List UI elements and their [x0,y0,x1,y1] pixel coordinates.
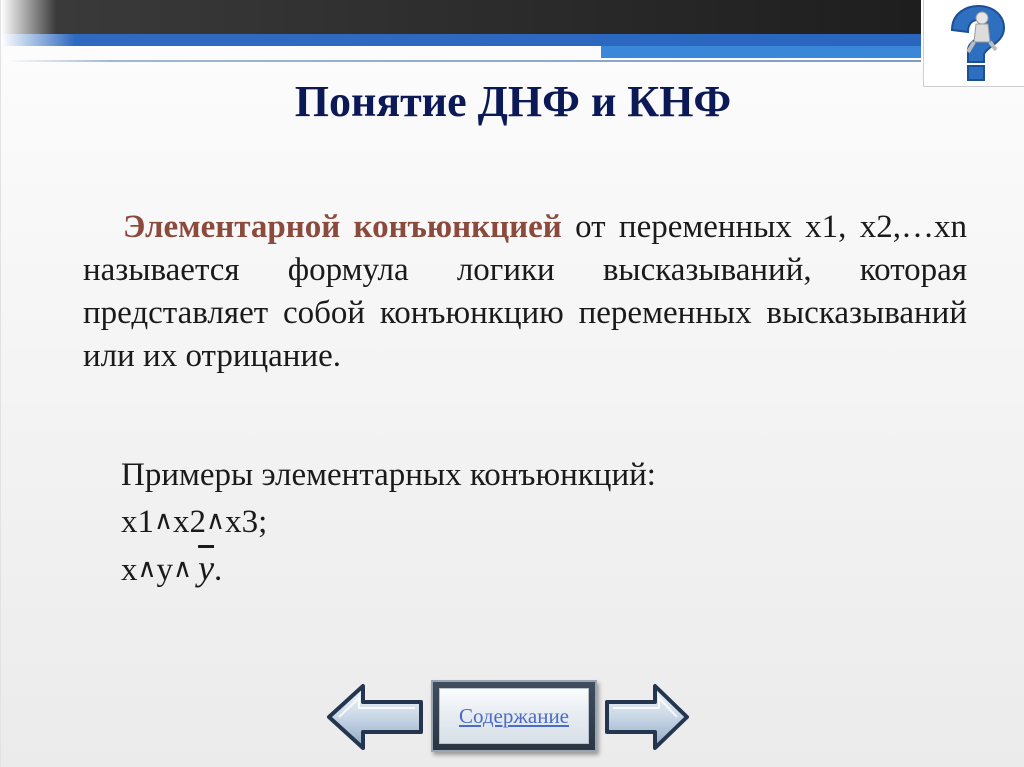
var-x3: х3; [225,504,268,540]
contents-button-face[interactable] [439,688,589,744]
and-operator: ∧ [173,554,193,583]
contents-button[interactable] [431,680,597,752]
examples-heading: Примеры элементарных конъюнкций: [121,457,656,493]
question-mark-icon [938,4,1012,82]
header-bar-thin [1,60,921,62]
examples-block [121,452,821,593]
contents-link[interactable]: Содержание [458,703,570,728]
definition-text: от переменных х1, х2,…хn называется формула логики высказываний, которая представляет собой конъюнкцию переменных высказываний или их отрицание. [83,209,967,374]
header-bar-dark [1,0,921,34]
var-x: х [121,552,138,588]
definition-paragraph [83,206,967,378]
line-end: . [214,552,223,588]
example-line-2 [121,545,821,593]
forward-arrow-button[interactable] [603,682,691,752]
header-bar-blue [1,34,921,46]
and-operator: ∧ [206,506,226,535]
and-operator: ∧ [154,506,174,535]
back-arrow-button[interactable] [325,682,425,752]
var-x2: х2 [173,504,207,540]
definition-term: Элементарной конъюнкцией [123,209,562,245]
var-x1: х1 [121,504,154,540]
var-y: у [156,552,174,588]
negated-y: $\overline{y}$ [198,548,215,588]
example-line-1 [121,498,821,545]
page-title: Понятие ДНФ и КНФ [294,77,732,126]
header-bar-accent [601,46,921,58]
and-operator: ∧ [137,554,157,583]
